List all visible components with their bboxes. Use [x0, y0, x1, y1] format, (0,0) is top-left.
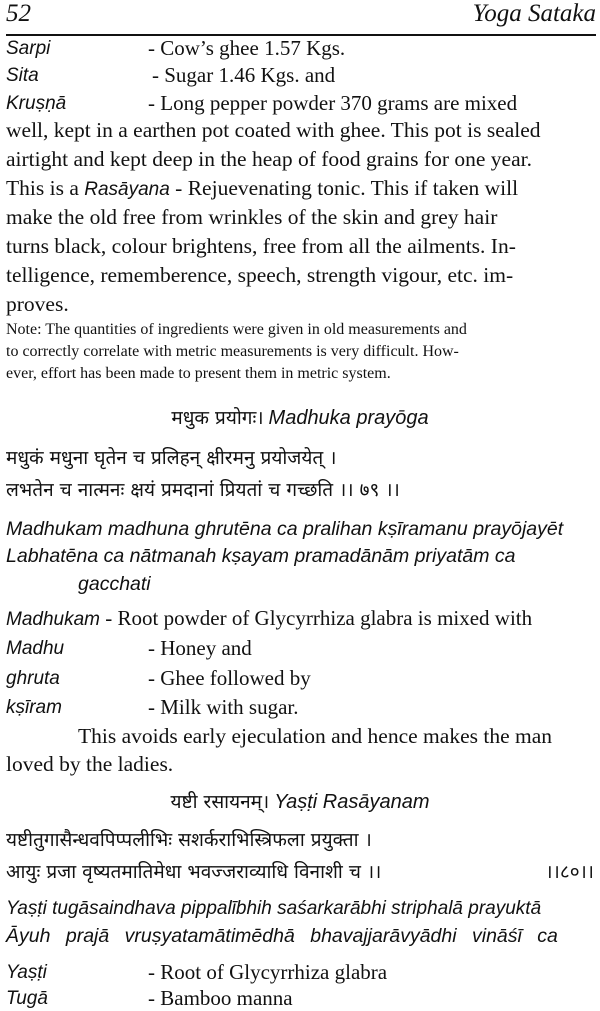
- transliteration-line: Yaṣṭi tugāsaindhava pippalībhih saśarkarābhi striphalā prayuktā: [6, 898, 542, 919]
- verse-number: ।।८०।।: [545, 861, 594, 883]
- intro-term: Madhukam: [6, 609, 100, 630]
- ingredient-definition: - Root of Glycyrrhiza glabra: [148, 960, 388, 984]
- ingredient-term: Sarpi: [6, 38, 51, 59]
- paragraph-line: This avoids early ejeculation and hence makes the man: [78, 724, 553, 748]
- note-line: to correctly correlate with metric measurements is very difficult. How-: [6, 343, 459, 360]
- ingredient-term: Kruṣṇā: [6, 93, 67, 114]
- ingredient-term: Tugā: [6, 988, 48, 1009]
- verse-line: मधुकं मधुना घृतेन च प्रलिहन् क्षीरमनु प्रयोजयेत् ।: [6, 447, 337, 469]
- heading-devanagari: मधुक प्रयोगः।: [171, 407, 264, 429]
- italic-term: Rasāyana: [84, 179, 170, 200]
- ingredient-definition: - Milk with sugar.: [148, 695, 299, 719]
- ingredient-definition: - Bamboo manna: [148, 986, 293, 1010]
- paragraph-line: proves.: [6, 292, 69, 316]
- paragraph-line: airtight and kept deep in the heap of food grains for one year.: [6, 147, 532, 171]
- ingredient-definition: - Ghee followed by: [148, 666, 311, 690]
- paragraph-line: turns black, colour brightens, free from all the ailments. In-: [6, 234, 516, 258]
- transliteration-line: gacchati: [78, 573, 151, 595]
- intro-text: - Root powder of Glycyrrhiza glabra is mixed with: [100, 606, 533, 630]
- ingredient-term: Madhu: [6, 638, 65, 659]
- paragraph-line: loved by the ladies.: [6, 752, 174, 776]
- transliteration-line: Madhukam madhuna ghrutēna ca pralihan kṣīramanu prayōjayēt: [6, 518, 564, 540]
- ingredient-definition: - Honey and: [148, 636, 252, 660]
- paragraph-line: [6, 176, 518, 203]
- page-number: 52: [6, 0, 31, 27]
- heading-devanagari: यष्टी रसायनम्।: [170, 791, 270, 813]
- ingredient-term: kṣīram: [6, 697, 62, 718]
- heading-transliteration: Madhuka prayōga: [268, 407, 429, 429]
- ingredient-term: ghruta: [6, 668, 60, 689]
- ingredient-term: Sita: [6, 65, 39, 86]
- section-heading: [0, 404, 600, 430]
- transliteration-line: Labhatēna ca nātmanah kṣayam pramadānām priyatām ca: [6, 545, 516, 567]
- text-run: - Rejuevenating tonic. This if taken will: [169, 176, 519, 200]
- verse-line: आयुः प्रजा वृष्यतमातिमेधा भवज्जराव्याधि विनाशी च ।।: [6, 861, 382, 883]
- paragraph-line: telligence, rememberence, speech, strength vigour, etc. im-: [6, 263, 514, 287]
- verse-line: लभतेन च नात्मनः क्षयं प्रमदानां प्रियतां च गच्छति ।। ७९ ।।: [6, 479, 400, 501]
- verse-line: यष्टीतुगासैन्धवपिप्पलीभिः सशर्कराभिस्त्रिफला प्रयुक्ता ।: [6, 829, 372, 851]
- paragraph-line: well, kept in a earthen pot coated with ghee. This pot is sealed: [6, 118, 541, 142]
- note-line: ever, effort has been made to present them in metric system.: [6, 365, 391, 382]
- ingredient-definition: - Long pepper powder 370 grams are mixed: [148, 91, 518, 115]
- heading-transliteration: Yaṣṭi Rasāyanam: [274, 791, 430, 813]
- text-run: This is a: [6, 176, 85, 200]
- note-line: Note: The quantities of ingredients were given in old measurements and: [6, 321, 467, 338]
- paragraph-line: make the old free from wrinkles of the skin and grey hair: [6, 205, 498, 229]
- ingredient-definition: - Cow’s ghee 1.57 Kgs.: [148, 36, 346, 60]
- running-title: Yoga Sataka: [472, 0, 596, 27]
- ingredient-definition: - Sugar 1.46 Kgs. and: [152, 63, 336, 87]
- ingredient-term: Yaṣṭi: [6, 962, 47, 983]
- transliteration-line: Āyuh prajā vruṣyatamātimēdhā bhavajjarāvyādhi vināśī ca: [6, 925, 558, 947]
- definition-intro: [6, 606, 532, 631]
- section-heading: [0, 788, 600, 814]
